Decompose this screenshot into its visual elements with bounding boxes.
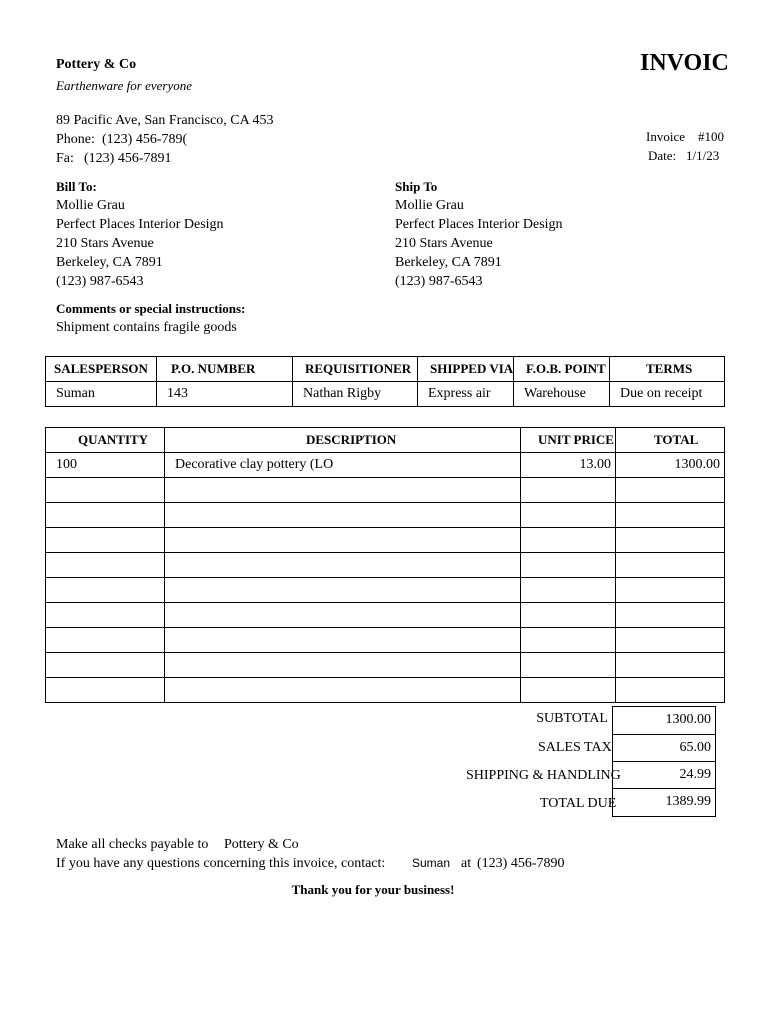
cell-quantity — [46, 678, 165, 703]
items-table — [45, 427, 725, 703]
company-fax: (123) 456-7891 — [84, 151, 172, 166]
cell-requisitioner: Nathan Rigby — [293, 382, 418, 407]
items-table-row — [46, 578, 725, 603]
fax-label: Fa: — [56, 151, 74, 166]
cell-unit-price — [521, 653, 616, 678]
items-table-row — [46, 678, 725, 703]
cell-fob-point: Warehouse — [514, 382, 610, 407]
cell-description — [165, 678, 521, 703]
cell-po-number: 143 — [157, 382, 293, 407]
cell-quantity: 100 — [46, 453, 165, 478]
subtotal-label: SUBTOTAL — [536, 711, 608, 726]
ship-to-company: Perfect Places Interior Design — [395, 217, 563, 232]
comments-text: Shipment contains fragile goods — [56, 320, 237, 335]
cell-quantity — [46, 553, 165, 578]
col-description: DESCRIPTION — [165, 428, 521, 453]
shipping-label: SHIPPING & HANDLING — [466, 768, 621, 783]
cell-quantity — [46, 578, 165, 603]
items-table-row — [46, 653, 725, 678]
invoice-number-label: Invoice — [646, 129, 685, 144]
contact-at: at — [461, 856, 472, 871]
sales-tax-value: 65.00 — [612, 734, 716, 762]
cell-total — [616, 628, 725, 653]
cell-unit-price — [521, 478, 616, 503]
cell-quantity — [46, 528, 165, 553]
company-tagline: Earthenware for everyone — [56, 78, 192, 93]
total-due-label: TOTAL DUE — [540, 796, 617, 811]
cell-shipped-via: Express air — [418, 382, 514, 407]
invoice-title: INVOIC — [640, 50, 729, 76]
items-table-row — [46, 528, 725, 553]
cell-total — [616, 528, 725, 553]
col-quantity: QUANTITY — [46, 428, 165, 453]
comments-heading: Comments or special instructions: — [56, 301, 246, 316]
col-total: TOTAL — [616, 428, 725, 453]
checks-payee: Pottery & Co — [224, 837, 299, 852]
items-table-header — [46, 428, 725, 453]
shipping-value: 24.99 — [612, 761, 716, 789]
cell-quantity — [46, 478, 165, 503]
invoice-date-label: Date: — [648, 148, 677, 163]
items-table-row — [46, 478, 725, 503]
cell-total — [616, 653, 725, 678]
cell-total: 1300.00 — [616, 453, 725, 478]
ship-to-city: Berkeley, CA 7891 — [395, 255, 502, 270]
cell-unit-price — [521, 528, 616, 553]
order-table — [45, 356, 725, 407]
cell-total — [616, 603, 725, 628]
contact-phone: (123) 456-7890 — [477, 856, 565, 871]
checks-payable-text: Make all checks payable to — [56, 837, 209, 852]
cell-unit-price — [521, 553, 616, 578]
col-fob-point: F.O.B. POINT — [514, 357, 610, 382]
sales-tax-label: SALES TAX — [538, 740, 612, 755]
cell-description — [165, 653, 521, 678]
cell-total — [616, 478, 725, 503]
col-terms: TERMS — [610, 357, 725, 382]
col-po-number: P.O. NUMBER — [157, 357, 293, 382]
order-table-header — [46, 357, 725, 382]
cell-total — [616, 503, 725, 528]
cell-description — [165, 578, 521, 603]
bill-to-street: 210 Stars Avenue — [56, 236, 154, 251]
items-table-row — [46, 553, 725, 578]
cell-unit-price — [521, 578, 616, 603]
items-table-row — [46, 453, 725, 478]
cell-quantity — [46, 603, 165, 628]
ship-to-name: Mollie Grau — [395, 198, 464, 213]
cell-total — [616, 578, 725, 603]
cell-quantity — [46, 628, 165, 653]
cell-total — [616, 678, 725, 703]
col-unit-price: UNIT PRICE — [521, 428, 616, 453]
subtotal-value: 1300.00 — [612, 706, 716, 735]
cell-description — [165, 528, 521, 553]
cell-unit-price — [521, 678, 616, 703]
cell-unit-price — [521, 603, 616, 628]
order-table-row — [46, 382, 725, 407]
cell-description — [165, 478, 521, 503]
bill-to-name: Mollie Grau — [56, 198, 125, 213]
cell-description: Decorative clay pottery (LO — [165, 453, 521, 478]
contact-name: Suman — [412, 856, 451, 870]
cell-total — [616, 553, 725, 578]
bill-to-heading: Bill To: — [56, 179, 97, 194]
cell-unit-price — [521, 503, 616, 528]
phone-label: Phone: — [56, 132, 95, 147]
items-table-row — [46, 503, 725, 528]
company-address: 89 Pacific Ave, San Francisco, CA 453 — [56, 113, 274, 128]
company-name: Pottery & Co — [56, 57, 137, 72]
cell-unit-price: 13.00 — [521, 453, 616, 478]
total-due-value: 1389.99 — [612, 788, 716, 817]
ship-to-phone: (123) 987-6543 — [395, 274, 483, 289]
cell-salesperson: Suman — [46, 382, 157, 407]
bill-to-phone: (123) 987-6543 — [56, 274, 144, 289]
cell-unit-price — [521, 628, 616, 653]
ship-to-heading: Ship To — [395, 179, 438, 194]
cell-description — [165, 603, 521, 628]
bill-to-company: Perfect Places Interior Design — [56, 217, 224, 232]
col-requisitioner: REQUISITIONER — [293, 357, 418, 382]
company-phone: (123) 456-789( — [102, 132, 188, 147]
ship-to-street: 210 Stars Avenue — [395, 236, 493, 251]
cell-description — [165, 503, 521, 528]
col-salesperson: SALESPERSON — [46, 357, 157, 382]
cell-quantity — [46, 503, 165, 528]
thank-you-text: Thank you for your business! — [291, 882, 455, 897]
cell-description — [165, 628, 521, 653]
items-table-row — [46, 628, 725, 653]
cell-terms: Due on receipt — [610, 382, 725, 407]
cell-description — [165, 553, 521, 578]
items-table-row — [46, 603, 725, 628]
invoice-number: #100 — [698, 129, 724, 144]
col-shipped-via: SHIPPED VIA — [418, 357, 514, 382]
cell-quantity — [46, 653, 165, 678]
invoice-date: 1/1/23 — [686, 148, 720, 163]
bill-to-city: Berkeley, CA 7891 — [56, 255, 163, 270]
questions-text: If you have any questions concerning this invoice, contact: — [56, 856, 386, 871]
